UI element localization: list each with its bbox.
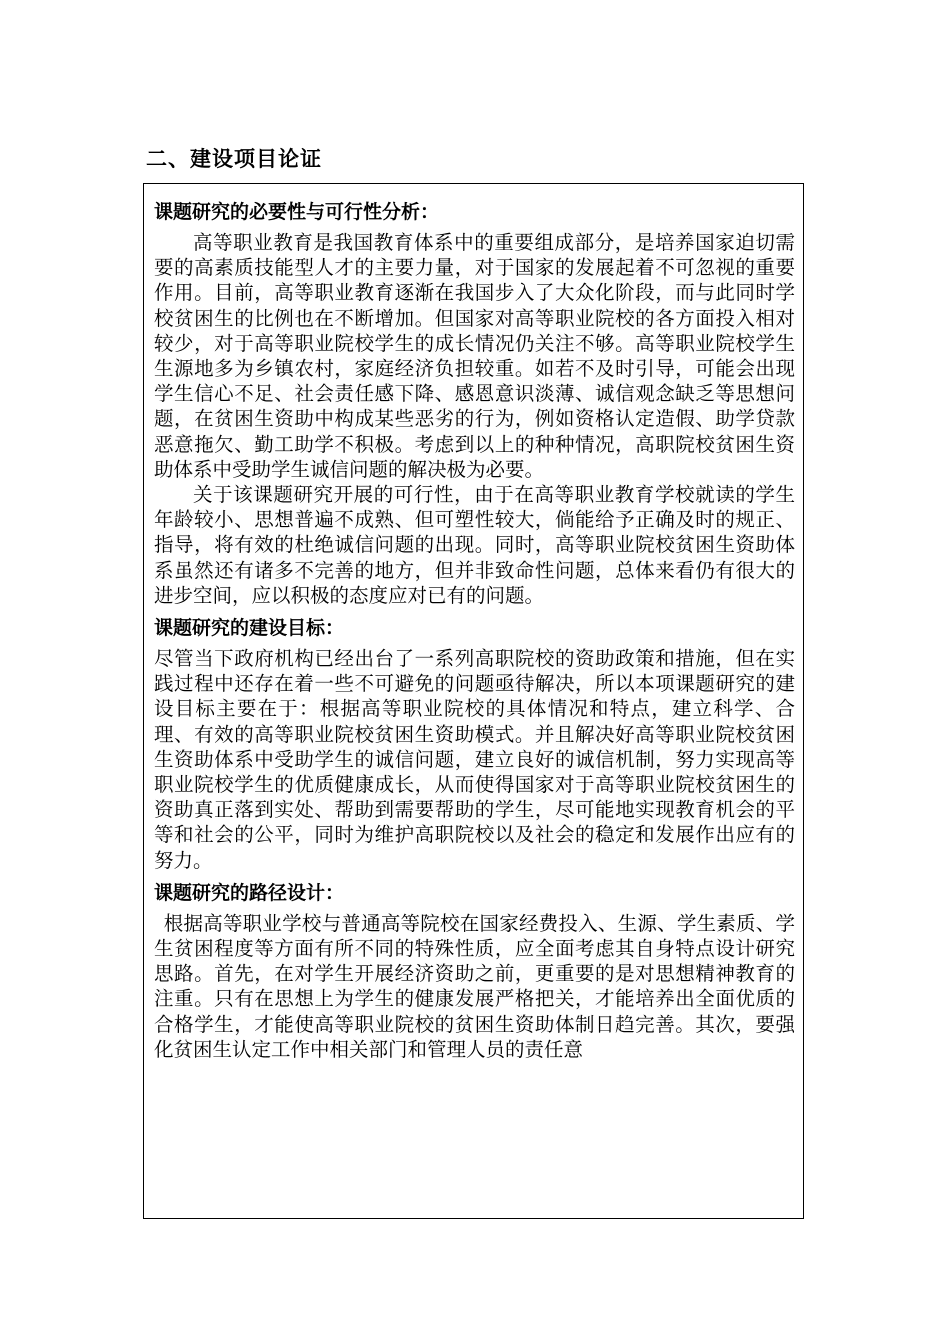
paragraph-necessity-2: 关于该课题研究开展的可行性，由于在高等职业教育学校就读的学生年龄较小、思想普遍不成熟、但可塑性较大，倘能给予正确及时的规正、指导，将有效的杜绝诚信问题的出现。同时，高等职业院校贫困生资助体系虽然还有诸多不完善的地方，但并非致命性问题，总体来看仍有很大的进步空间，应以积极的态度应对已有的问题。 bbox=[154, 483, 795, 607]
heading-path: 课题研究的路径设计： bbox=[154, 881, 345, 904]
paragraph-goals: 尽管当下政府机构已经出台了一系列高职院校的资助政策和措施，但在实践过程中还存在着一些不可避免的问题亟待解决，所以本项课题研究的建设目标主要在于：根据高等职业院校的具体情况和特点，建立科学、合理、有效的高等职业院校贫困生资助模式。并且解决好高等职业院校贫困生资助体系中受助学生的诚信问题，建立良好的诚信机制，努力实现高等职业院校学生的优质健康成长，从而使得国家对于高等职业院校贫困生的资助真正落到实处、帮助到需要帮助的学生，尽可能地实现教育机会的平等和社会的公平，同时为维护高职院校以及社会的稳定和发展作出应有的努力。 bbox=[154, 647, 795, 872]
heading-goals: 课题研究的建设目标： bbox=[154, 617, 345, 640]
paragraph-path: 根据高等职业学校与普通高等院校在国家经费投入、生源、学生素质、学生贫困程度等方面有所不同的特殊性质，应全面考虑其自身特点设计研究思路。首先，在对学生开展经济资助之前，更重要的是对思想精神教育的注重。只有在思想上为学生的健康发展严格把关，才能培养出全面优质的合格学生，才能使高等职业院校的贫困生资助体制日趋完善。其次，要强化贫困生认定工作中相关部门和管理人员的责任意 bbox=[154, 911, 795, 1061]
paragraph-necessity-1: 高等职业教育是我国教育体系中的重要组成部分，是培养国家迫切需要的高素质技能型人才的主要力量，对于国家的发展起着不可忽视的重要作用。目前，高等职业教育逐渐在我国步入了大众化阶段，而与此同时学校贫困生的比例也在不断增加。但国家对高等职业院校的各方面投入相对较少，对于高等职业院校学生的成长情况仍关注不够。高等职业院校学生生源地多为乡镇农村，家庭经济负担较重。如若不及时引导，可能会出现学生信心不足、社会责任感下降、感恩意识淡薄、诚信观念缺乏等思想问题，在贫困生资助中构成某些恶劣的行为，例如资格认定造假、助学贷款恶意拖欠、勤工助学不积极。考虑到以上的种种情况，高职院校贫困生资助体系中受助学生诚信问题的解决极为必要。 bbox=[154, 231, 795, 481]
section-title: 二、建设项目论证 bbox=[146, 146, 322, 171]
heading-necessity: 课题研究的必要性与可行性分析： bbox=[154, 201, 440, 223]
content-box bbox=[143, 183, 804, 1219]
